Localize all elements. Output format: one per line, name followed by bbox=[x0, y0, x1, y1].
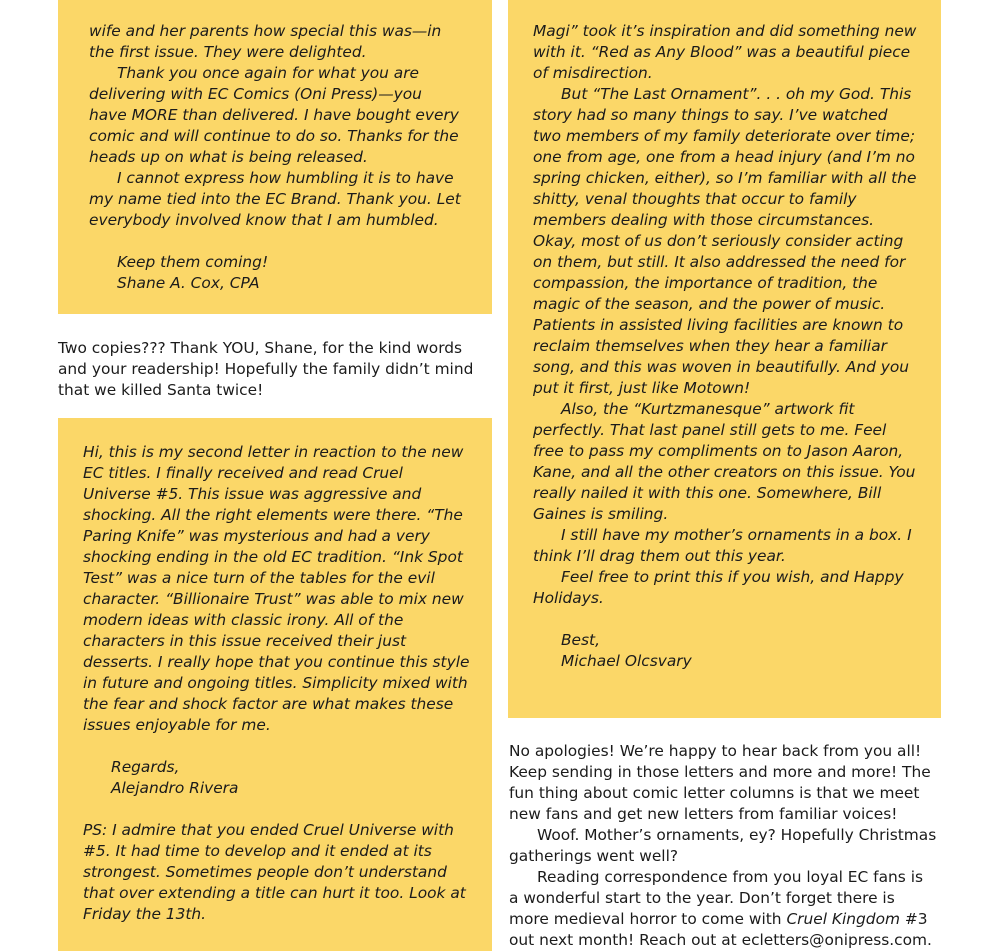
letter-signature: Alejandro Rivera bbox=[111, 779, 239, 797]
letter-paragraph: Thank you once again for what you are delivering with EC Comics (Oni Press)—you have MORE than delivered. I have bought every comic and will continue to do so. Thanks for the heads up on what is being released. bbox=[89, 64, 459, 166]
email-link[interactable]: ecletters@onipress.com bbox=[741, 931, 928, 949]
letter-paragraph: Feel free to print this if you wish, and Happy Holidays. bbox=[533, 568, 904, 607]
letter-alejandro bbox=[83, 442, 474, 925]
letter-closing: Best, bbox=[561, 631, 600, 649]
reply-paragraph bbox=[509, 867, 937, 951]
letter-closing: Keep them coming! bbox=[117, 253, 269, 271]
letter-shane bbox=[89, 21, 462, 294]
letter-signature: Shane A. Cox, CPA bbox=[117, 274, 260, 292]
letter-closing: Regards, bbox=[111, 758, 180, 776]
editor-reply-1 bbox=[58, 338, 478, 401]
reply-paragraph: Two copies??? Thank YOU, Shane, for the kind words and your readership! Hopefully the family didn’t mind that we killed Santa twice! bbox=[58, 339, 474, 399]
letter-paragraph: wife and her parents how special this was—in the first issue. They were delighted. bbox=[89, 22, 442, 61]
letter-michael bbox=[533, 21, 919, 672]
reply-paragraph: Woof. Mother’s ornaments, ey? Hopefully Christmas gatherings went well? bbox=[509, 826, 937, 865]
reply-text: Reading correspondence from you loyal EC fans is a wonderful start to the year. Don’t forget there is more medieval horror to come with bbox=[509, 868, 923, 928]
reply-text: #3 out next month! Reach out at bbox=[509, 910, 928, 949]
letter-paragraph: I still have my mother’s ornaments in a box. I think I’ll drag them out this year. bbox=[533, 526, 912, 565]
letter-paragraph: Magi” took it’s inspiration and did something new with it. “Red as Any Blood” was a beautiful piece of misdirection. bbox=[533, 22, 917, 82]
letter-paragraph: But “The Last Ornament”. . . oh my God. This story had so many things to say. I’ve watched two members of my family deteriorate over time; one from age, one from a head injury (and I’m no spring chicken, either), so I’m familiar with all the shitty, venal thoughts that occur to family members dealing with those circumstances. Okay, most of us don’t seriously consider acting on them, but still. It also addressed the need for compassion, the importance of tradition, the magic of the season, and the power of music. Patients in assisted living facilities are known to reclaim themselves when they hear a familiar song, and this was woven in beautifully. And you put it first, just like Motown! bbox=[533, 85, 917, 397]
reply-text: . bbox=[927, 931, 932, 949]
letter-postscript: PS: I admire that you ended Cruel Universe with #5. It had time to develop and it ended at its strongest. Sometimes people don’t understand that over extending a title can hurt it too. Look at Friday the 13th. bbox=[83, 821, 466, 923]
letter-paragraph: Hi, this is my second letter in reaction to the new EC titles. I finally received and read Cruel Universe #5. This issue was aggressive and shocking. All the right elements were there. “The Paring Knife” was mysterious and had a very shocking ending in the old EC tradition. “Ink Spot Test” was a nice turn of the tables for the evil character. “Billionaire Trust” was able to mix new modern ideas with classic irony. All of the characters in this issue received their just desserts. I really hope that you continue this style in future and ongoing titles. Simplicity mixed with the fear and shock factor are what makes these issues enjoyable for me. bbox=[83, 443, 470, 734]
editor-reply-2 bbox=[509, 741, 937, 951]
letter-paragraph: I cannot express how humbling it is to have my name tied into the EC Brand. Thank you. Let everybody involved know that I am humbled. bbox=[89, 169, 461, 229]
letter-signature: Michael Olcsvary bbox=[561, 652, 692, 670]
title-cruel-kingdom: Cruel Kingdom bbox=[786, 910, 900, 928]
letter-box-michael bbox=[508, 0, 941, 718]
letter-paragraph: Also, the “Kurtzmanesque” artwork fit perfectly. That last panel still gets to me. Feel free to pass my compliments on to Jason Aaron, Kane, and all the other creators on this issue. You really nailed it with this one. Somewhere, Bill Gaines is smiling. bbox=[533, 400, 916, 523]
letter-box-shane bbox=[58, 0, 492, 314]
reply-paragraph: No apologies! We’re happy to hear back from you all! Keep sending in those letters and more and more! The fun thing about comic letter columns is that we meet new fans and get new letters from familiar voices! bbox=[509, 742, 931, 823]
letter-box-alejandro bbox=[58, 418, 492, 951]
